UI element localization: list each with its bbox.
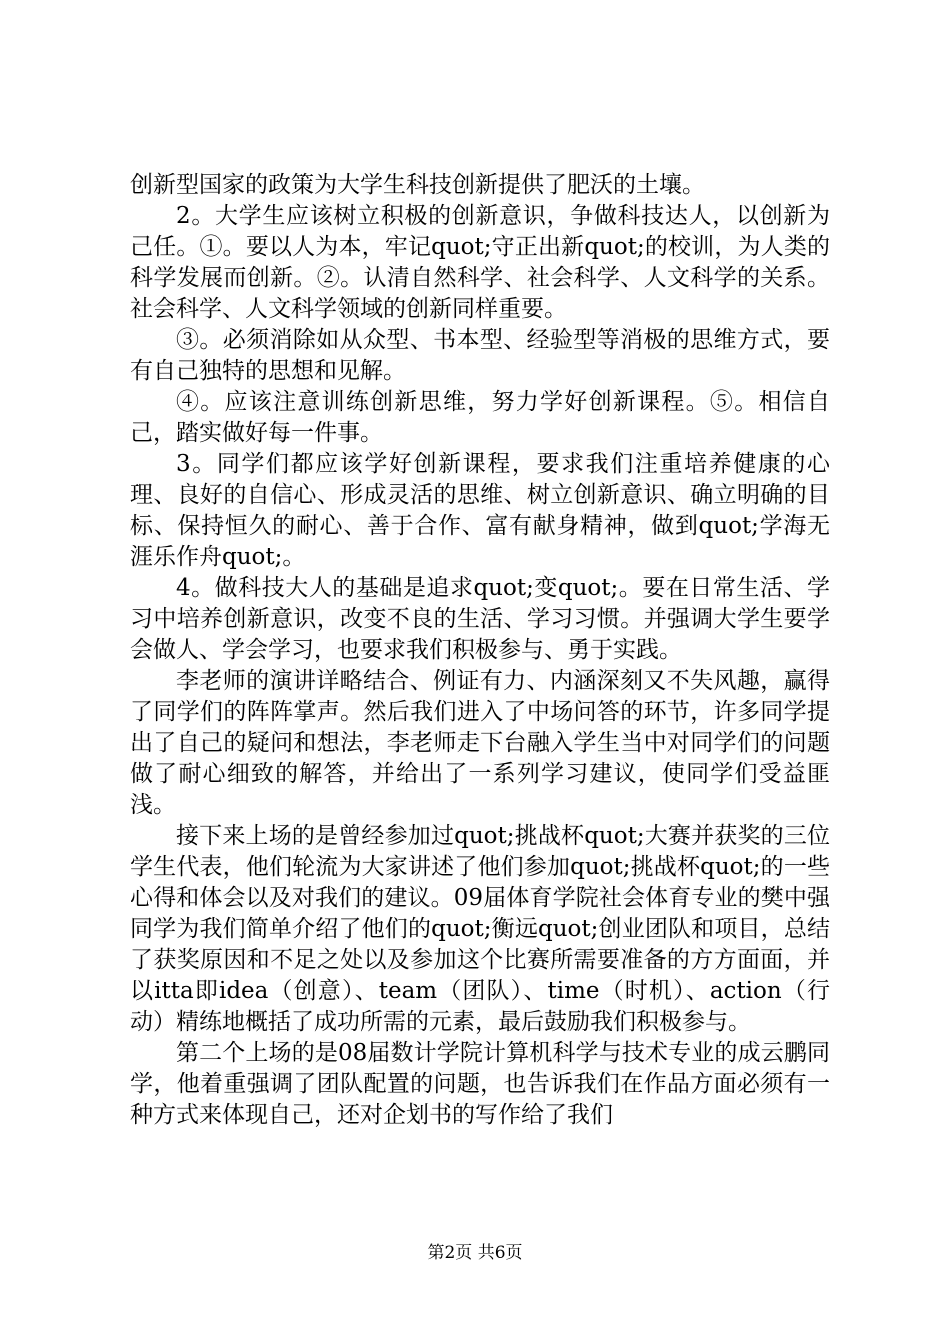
paragraph-2: 2。大学生应该树立积极的创新意识，争做科技达人，以创新为己任。①。要以人为本，牢记quot;守正出新quot;的校训，为人类的科学发展而创新。②。认清自然科学、社会科学、人文科学的关系。社会科学、人文科学领域的创新同样重要。: [130, 203, 830, 322]
paragraph-4: ④。应该注意训练创新思维，努力学好创新课程。⑤。相信自己，踏实做好每一件事。: [130, 389, 830, 446]
paragraph-3: ③。必须消除如从众型、书本型、经验型等消极的思维方式，要有自己独特的思想和见解。: [130, 327, 830, 384]
paragraph-8: 接下来上场的是曾经参加过quot;挑战杯quot;大赛并获奖的三位学生代表，他们轮流为大家讲述了他们参加quot;挑战杯quot;的一些心得和体会以及对我们的建议。09届体育学院社会体育专业的樊中强同学为我们简单介绍了他们的quot;衡远quot;创业团队和项目，总结了获奖原因和不足之处以及参加这个比赛所需要准备的方方面面，并以itta即idea（创意）、team（团队）、time（时机）、action（行动）精练地概括了成功所需的元素，最后鼓励我们积极参与。: [130, 823, 830, 1035]
paragraph-1: 创新型国家的政策为大学生科技创新提供了肥沃的土壤。: [130, 172, 705, 198]
paragraph-7: 李老师的演讲详略结合、例证有力、内涵深刻又不失风趣，赢得了同学们的阵阵掌声。然后我们进入了中场问答的环节，许多同学提出了自己的疑问和想法，李老师走下台融入学生当中对同学们的问题做了耐心细致的解答，并给出了一系列学习建议，使同学们受益匪浅。: [130, 668, 830, 818]
paragraph-9: 第二个上场的是08届数计学院计算机科学与技术专业的成云鹏同学，他着重强调了团队配置的问题，也告诉我们在作品方面必须有一种方式来体现自己，还对企划书的写作给了我们: [130, 1040, 830, 1128]
page-number-footer: 第2页 共6页: [427, 1243, 523, 1263]
document-body: [130, 170, 830, 1131]
paragraph-6: 4。做科技大人的基础是追求quot;变quot;。要在日常生活、学习中培养创新意识，改变不良的生活、学习习惯。并强调大学生要学会做人、学会学习，也要求我们积极参与、勇于实践。: [130, 575, 830, 663]
paragraph-5: 3。同学们都应该学好创新课程，要求我们注重培养健康的心理、良好的自信心、形成灵活的思维、树立创新意识、确立明确的目标、保持恒久的耐心、善于合作、富有献身精神，做到quot;学海无涯乐作舟quot;。: [130, 451, 830, 570]
